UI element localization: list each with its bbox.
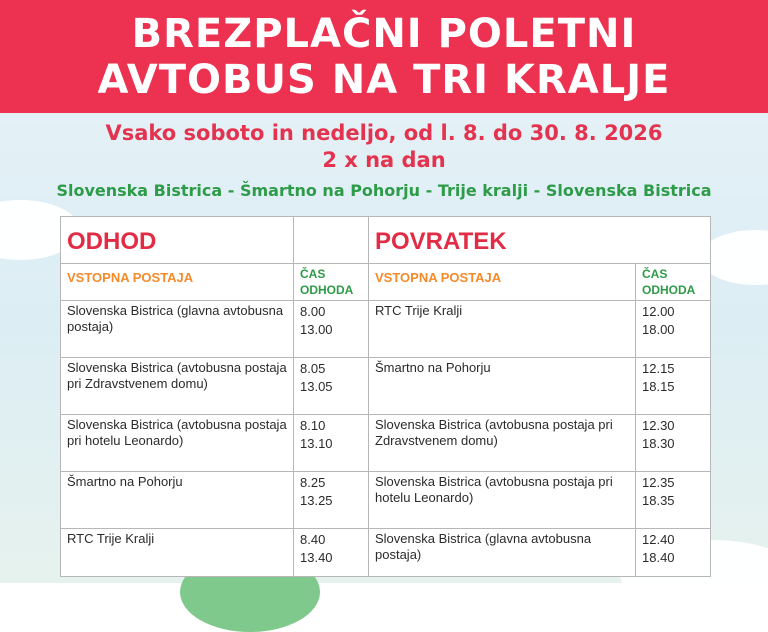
return-time-2: 18.40 (642, 550, 675, 565)
return-times (636, 472, 711, 529)
departure-time-1: 8.40 (300, 532, 326, 547)
empty-cell (294, 217, 369, 264)
departure-time-2: 13.25 (300, 493, 333, 508)
departure-times (294, 415, 369, 472)
departure-stop-header: VSTOPNA POSTAJA (61, 264, 294, 301)
timetable (60, 216, 711, 577)
return-time-1: 12.15 (642, 361, 675, 376)
departure-stop: Slovenska Bistrica (avtobusna postaja pri Zdravstvenem domu) (61, 358, 294, 415)
departure-stop: Slovenska Bistrica (avtobusna postaja pri hotelu Leonardo) (61, 415, 294, 472)
table-row (61, 301, 711, 358)
return-stop: Slovenska Bistrica (avtobusna postaja pri hotelu Leonardo) (369, 472, 636, 529)
departure-time-2: 13.00 (300, 322, 333, 337)
return-title: POVRATEK (369, 217, 711, 264)
title-line-1: BREZPLAČNI POLETNI (131, 11, 637, 57)
departure-time-1: 8.10 (300, 418, 326, 433)
return-stop: Slovenska Bistrica (glavna avtobusna postaja) (369, 529, 636, 577)
table-row (61, 415, 711, 472)
service-dates: Vsako soboto in nedeljo, od l. 8. do 30. 8. 2026 (105, 121, 663, 145)
departure-times (294, 529, 369, 577)
table-row (61, 358, 711, 415)
return-time-2: 18.00 (642, 322, 675, 337)
title-line-2: AVTOBUS NA TRI KRALJE (97, 57, 671, 103)
title-banner (0, 0, 768, 113)
time-header-line1: ČAS (642, 267, 668, 281)
service-frequency: 2 x na dan (322, 148, 446, 172)
return-stop: Šmartno na Pohorju (369, 358, 636, 415)
timetable-header-row (61, 264, 711, 301)
departure-times (294, 301, 369, 358)
departure-stop: Slovenska Bistrica (glavna avtobusna postaja) (61, 301, 294, 358)
departure-time-1: 8.00 (300, 304, 326, 319)
return-stop: Slovenska Bistrica (avtobusna postaja pri Zdravstvenem domu) (369, 415, 636, 472)
table-row (61, 472, 711, 529)
table-row (61, 529, 711, 577)
departure-times (294, 358, 369, 415)
departure-time-2: 13.40 (300, 550, 333, 565)
departure-time-2: 13.05 (300, 379, 333, 394)
time-header-line2: ODHODA (300, 283, 354, 297)
departure-stop: RTC Trije Kralji (61, 529, 294, 577)
return-time-1: 12.00 (642, 304, 675, 319)
departure-title: ODHOD (61, 217, 294, 264)
return-time-2: 18.15 (642, 379, 675, 394)
return-times (636, 301, 711, 358)
departure-time-1: 8.25 (300, 475, 326, 490)
timetable-title-row (61, 217, 711, 264)
route-description: Slovenska Bistrica - Šmartno na Pohorju - Trije kralji - Slovenska Bistrica (56, 181, 712, 200)
return-time-header (636, 264, 711, 301)
return-times (636, 415, 711, 472)
return-time-1: 12.40 (642, 532, 675, 547)
return-times (636, 529, 711, 577)
return-time-1: 12.30 (642, 418, 675, 433)
time-header-line1: ČAS (300, 267, 326, 281)
return-time-2: 18.35 (642, 493, 675, 508)
return-stop-header: VSTOPNA POSTAJA (369, 264, 636, 301)
departure-time-1: 8.05 (300, 361, 326, 376)
return-time-2: 18.30 (642, 436, 675, 451)
departure-time-2: 13.10 (300, 436, 333, 451)
return-times (636, 358, 711, 415)
departure-stop: Šmartno na Pohorju (61, 472, 294, 529)
departure-times (294, 472, 369, 529)
return-stop: RTC Trije Kralji (369, 301, 636, 358)
time-header-line2: ODHODA (642, 283, 696, 297)
departure-time-header (294, 264, 369, 301)
return-time-1: 12.35 (642, 475, 675, 490)
